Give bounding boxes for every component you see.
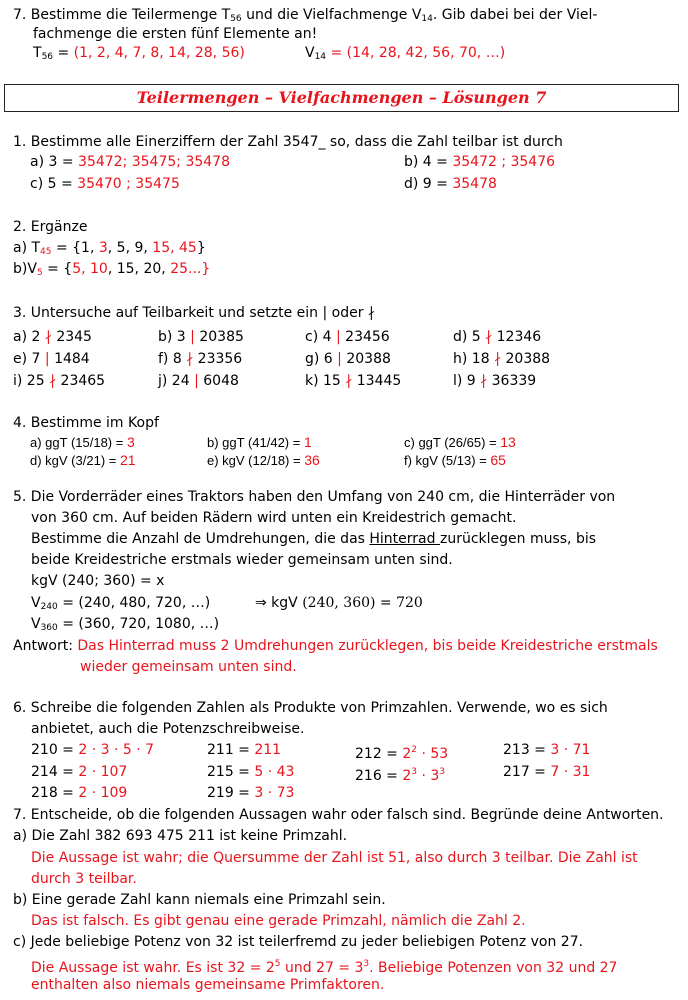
- task5-answer-1: Antwort: Das Hinterrad muss 2 Umdrehungen zurücklegen, bis beide Kreidestriche erstmals: [13, 638, 658, 654]
- task6-item: 210 = 2 · 3 · 5 · 7: [31, 742, 155, 758]
- task7-b: b) Eine gerade Zahl kann niemals eine Primzahl sein.: [13, 892, 386, 908]
- task6-item: 218 = 2 · 109: [31, 785, 128, 801]
- task3-item: f) 8 ∤ 23356: [158, 351, 243, 367]
- task2-title: 2. Ergänze: [13, 219, 88, 235]
- task7-title: 7. Entscheide, ob die folgenden Aussagen wahr oder falsch sind. Begründe deine Antworten.: [13, 807, 664, 823]
- task1-c: c) 5 = 35470 ; 35475: [30, 176, 180, 192]
- worksheet-title: Teilermengen – Vielfachmengen – Lösungen 7: [4, 84, 679, 112]
- task3-item: k) 15 ∤ 13445: [305, 373, 402, 389]
- task4-item: c) ggT (26/65) = 13: [404, 434, 516, 450]
- task3-item: e) 7 | 1484: [13, 351, 90, 367]
- task3-title: 3. Untersuche auf Teilbarkeit und setzte ein | oder ∤: [13, 305, 375, 321]
- top-task-answer-v: $V_{14} = (14$, 28, 42, 56, 70, …): [305, 45, 506, 62]
- task5-line-3: Bestimme die Anzahl de Umdrehungen, die das Hinterrad zurücklegen muss, bis: [31, 531, 597, 547]
- task3-item: b) 3 | 20385: [158, 329, 244, 345]
- task1-title: 1. Bestimme alle Einerziffern der Zahl 3547_ so, dass die Zahl teilbar ist durch: [13, 134, 563, 150]
- task3-item: g) 6 | 20388: [305, 351, 391, 367]
- task1-b: b) 4 = 35472 ; 35476: [404, 154, 556, 170]
- task6-item: 211 = 211: [207, 742, 282, 758]
- task6-item: 219 = 3 · 73: [207, 785, 295, 801]
- task3-item: d) 5 ∤ 12346: [453, 329, 542, 345]
- task2-a: a) $T_{45} = \{1$, 3, 5, 9, 15, 45}: [13, 240, 206, 257]
- task6-item: 217 = 7 · 31: [503, 764, 591, 780]
- task7-a-answer-2: durch 3 teilbar.: [31, 871, 137, 887]
- task3-item: j) 24 | 6048: [158, 373, 239, 389]
- task1-a: a) 3 = 35472; 35475; 35478: [30, 154, 230, 170]
- task4-item: f) kgV (5/13) = 65: [404, 452, 506, 468]
- task6-line-1: 6. Schreibe die folgenden Zahlen als Produkte von Primzahlen. Verwende, wo es sich: [13, 700, 608, 716]
- task5-result: ⇒ kgV (240, 360) = 720: [255, 595, 423, 611]
- task7-a-answer-1: Die Aussage ist wahr; die Quersumme der Zahl ist 51, also durch 3 teilbar. Die Zahl ist: [31, 850, 638, 866]
- task4-title: 4. Bestimme im Kopf: [13, 415, 159, 431]
- task7-c: c) Jede beliebige Potenz von 32 ist teilerfremd zu jeder beliebigen Potenz von 27.: [13, 934, 584, 950]
- task6-item: $212 = 2^2 \cdot 53$: [355, 745, 449, 762]
- task7-c-answer-1: Die Aussage ist wahr. Es ist $32 = 2^5$ und $27 = 3^3$. Beliebige Potenzen von 32 und 27: [31, 959, 618, 976]
- task2-b: $b)V_5 = \{5$, 10, 15, 20, 25...}: [13, 261, 211, 278]
- task6-item: $216 = 2^3 \cdot 3^3$: [355, 767, 446, 784]
- top-task-line-2: fachmenge die ersten fünf Elemente an!: [33, 26, 318, 42]
- task6-item: 215 = 5 · 43: [207, 764, 295, 780]
- top-task-answer-t: $T_{56} = (1$, 2, 4, 7, 8, 14, 28, 56): [33, 45, 245, 62]
- task6-item: 214 = 2 · 107: [31, 764, 128, 780]
- task3-item: l) 9 ∤ 36339: [453, 373, 537, 389]
- task4-item: d) kgV (3/21) = 21: [30, 452, 136, 468]
- task6-line-2: anbietet, auch die Potenzschreibweise.: [31, 721, 305, 737]
- task7-a: a) Die Zahl 382 693 475 211 ist keine Primzahl.: [13, 828, 348, 844]
- task7-c-answer-2: enthalten also niemals gemeinsame Primfaktoren.: [31, 977, 385, 993]
- task3-item: h) 18 ∤ 20388: [453, 351, 551, 367]
- task4-item: b) ggT (41/42) = 1: [207, 434, 312, 450]
- task6-item: 213 = 3 · 71: [503, 742, 591, 758]
- task3-item: a) 2 ∤ 2345: [13, 329, 92, 345]
- task5-line-4: beide Kreidestriche erstmals wieder gemeinsam unten sind.: [31, 552, 453, 568]
- task5-line-2: von 360 cm. Auf beiden Rädern wird unten ein Kreidestrich gemacht.: [31, 510, 517, 526]
- top-task-line-1: 7. Bestimme die Teilermenge $T_{56}$ und die Vielfachmenge $V_{14}$. Gib dabei bei der Viel-: [13, 7, 598, 24]
- task5-answer-2: wieder gemeinsam unten sind.: [80, 659, 297, 675]
- task5-v360: $V_{360} = (360$, 720, 1080, …): [31, 616, 220, 633]
- task3-item: c) 4 | 23456: [305, 329, 390, 345]
- task7-b-answer: Das ist falsch. Es gibt genau eine gerade Primzahl, nämlich die Zahl 2.: [31, 913, 526, 929]
- task4-item: a) ggT (15/18) = 3: [30, 434, 135, 450]
- task5-line-5: kgV (240; 360) = x: [31, 573, 165, 589]
- task4-item: e) kgV (12/18) = 36: [207, 452, 320, 468]
- task5-line-1: 5. Die Vorderräder eines Traktors haben den Umfang von 240 cm, die Hinterräder von: [13, 489, 616, 505]
- task1-d: d) 9 = 35478: [404, 176, 497, 192]
- task5-v240: $V_{240} = (240$, 480, 720, …): [31, 595, 211, 612]
- task3-item: i) 25 ∤ 23465: [13, 373, 106, 389]
